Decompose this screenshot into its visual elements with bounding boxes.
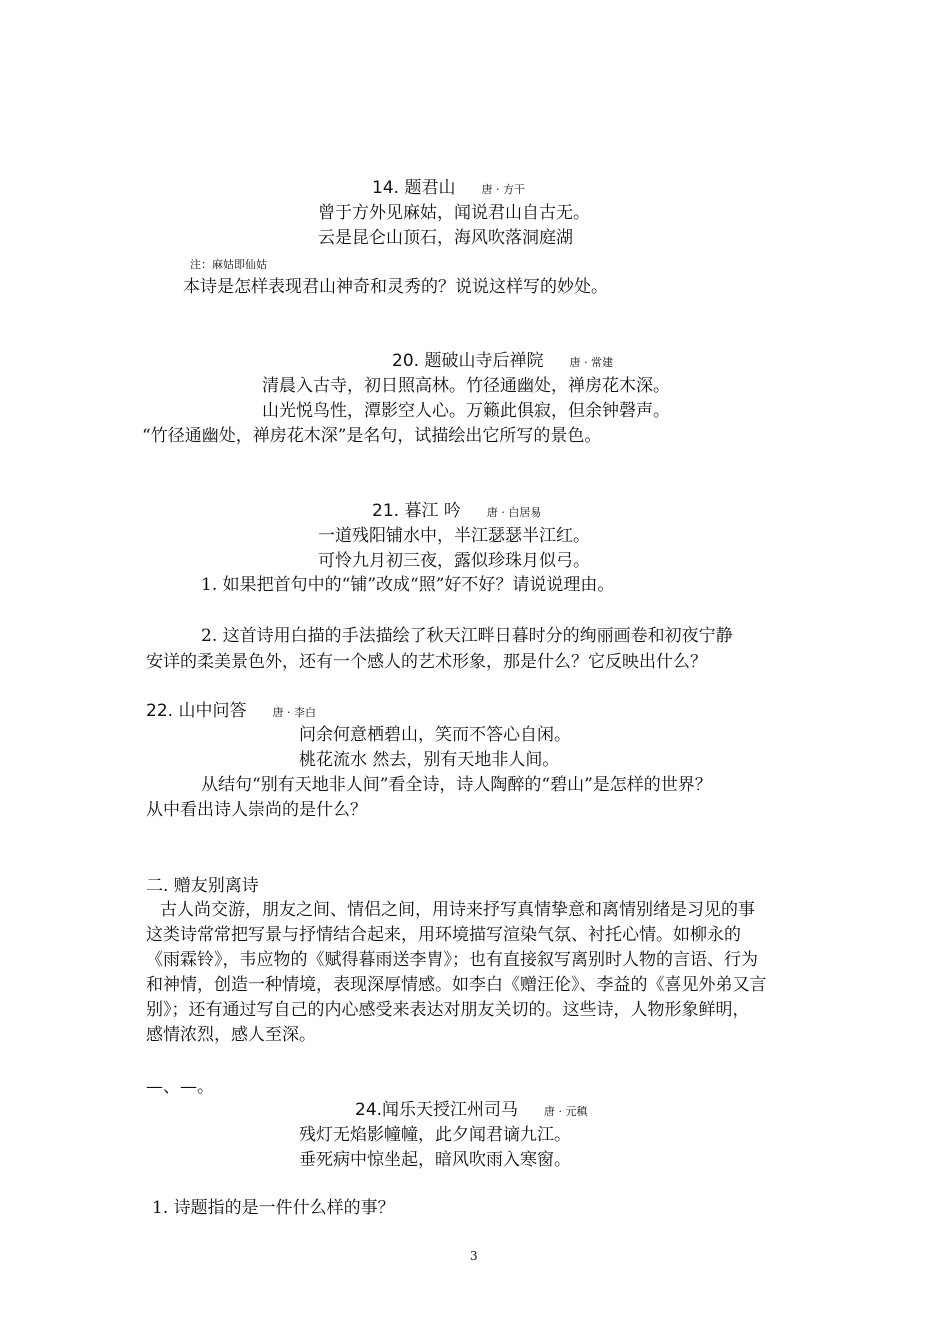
poem-author: 唐 · 李白	[272, 706, 316, 719]
poem-author: 唐 · 元稹	[544, 1105, 588, 1118]
section-marker: —、—。	[146, 1077, 214, 1097]
section-paragraph-line: 和神情，创造一种情境，表现深厚情感。如李白《赠汪伦》、李益的《喜见外弟又言	[146, 975, 767, 995]
poem-author: 唐 · 白居易	[486, 506, 542, 519]
question: 本诗是怎样表现君山神奇和灵秀的？说说这样写的妙处。	[183, 277, 608, 297]
poem-title-block	[355, 1099, 588, 1123]
section-heading: 二. 赠友别离诗	[146, 876, 259, 896]
question: 从结句“别有天地非人间”看全诗，诗人陶醉的“碧山”是怎样的世界？	[201, 775, 712, 795]
question: 从中看出诗人崇尚的是什么？	[146, 800, 367, 820]
poem-title-block	[372, 177, 525, 201]
poem-author: 唐 · 方干	[481, 183, 525, 196]
question: 1. 诗题指的是一件什么样的事？	[152, 1198, 395, 1218]
poem-line: 可怜九月初三夜，露似珍珠月似弓。	[318, 551, 590, 571]
section-paragraph-line: 感情浓烈，感人至深。	[146, 1025, 316, 1045]
poem-title-block	[146, 700, 316, 724]
poem-title-block	[392, 350, 613, 374]
poem-line: 云是昆仑山顶石，海风吹落洞庭湖	[318, 228, 573, 248]
poem-title: 21. 暮江 吟	[372, 501, 461, 521]
poem-line: 桃花流水 然去，别有天地非人间。	[299, 750, 560, 770]
question: “竹径通幽处，禅房花木深”是名句，试描绘出它所写的景色。	[142, 426, 602, 446]
poem-title: 14. 题君山	[372, 178, 456, 198]
poem-line: 残灯无焰影幢幢，此夕闻君谪九江。	[299, 1125, 571, 1145]
section-paragraph-line: 古人尚交游，朋友之间、情侣之间，用诗来抒写真情挚意和离情别绪是习见的事	[160, 900, 755, 920]
poem-title: 22. 山中问答	[146, 701, 247, 721]
section-paragraph-line: 《雨霖铃》，韦应物的《赋得暮雨送李胄》；也有直接叙写离别时人物的言语、行为	[146, 950, 758, 970]
poem-title-block	[372, 500, 541, 524]
page-number: 3	[470, 1249, 478, 1263]
section-paragraph-line: 别》；还有通过写自己的内心感受来表达对朋友关切的。这些诗，人物形象鲜明，	[146, 1000, 750, 1020]
poem-title: 24.闻乐天授江州司马	[355, 1100, 519, 1120]
poem-line: 清晨入古寺，初日照高林。竹径通幽处，禅房花木深。	[262, 376, 670, 396]
section-paragraph-line: 这类诗常常把写景与抒情结合起来，用环境描写渲染气氛、衬托心情。如柳永的	[146, 925, 741, 945]
question: 1. 如果把首句中的“铺”改成“照”好不好？请说说理由。	[201, 575, 615, 595]
poem-note: 注：麻姑即仙姑	[190, 258, 267, 271]
poem-line: 垂死病中惊坐起，暗风吹雨入寒窗。	[299, 1150, 571, 1170]
poem-author: 唐 · 常建	[569, 356, 613, 369]
poem-line: 一道残阳铺水中，半江瑟瑟半江红。	[318, 526, 590, 546]
question: 2. 这首诗用白描的手法描绘了秋天江畔日暮时分的绚丽画卷和初夜宁静	[201, 626, 733, 646]
poem-line: 问余何意栖碧山，笑而不答心自闲。	[299, 725, 571, 745]
poem-line: 曾于方外见麻姑，闻说君山自古无。	[318, 203, 590, 223]
poem-line: 山光悦鸟性，潭影空人心。万籁此俱寂，但余钟磬声。	[262, 401, 670, 421]
poem-title: 20. 题破山寺后禅院	[392, 351, 544, 371]
question: 安详的柔美景色外，还有一个感人的艺术形象，那是什么？它反映出什么？	[146, 652, 707, 672]
